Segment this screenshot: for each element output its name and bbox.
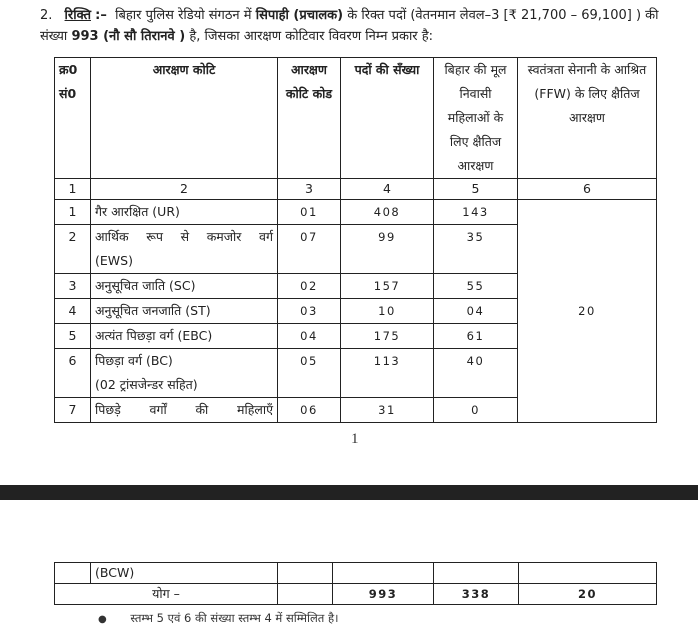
table-row: [55, 200, 657, 225]
row-women: 40: [434, 349, 518, 398]
row-category: (BCW): [91, 563, 278, 584]
row-category: अनुसूचित जनजाति (ST): [91, 299, 278, 324]
column-index: 2: [91, 179, 278, 200]
header-code: आरक्षण कोटि कोड: [278, 58, 341, 179]
row-category-line2: (EWS): [95, 253, 133, 268]
row-category: [91, 349, 278, 398]
column-index: 6: [518, 179, 657, 200]
row-code: 01: [278, 200, 341, 225]
column-index: 1: [55, 179, 91, 200]
row-sno: 4: [55, 299, 91, 324]
row-women: 0: [434, 398, 518, 423]
row-code: 06: [278, 398, 341, 423]
column-index: 5: [434, 179, 518, 200]
row-code: 02: [278, 274, 341, 299]
row-category: [91, 225, 278, 274]
row-category-line1: आर्थिक रूप से कमजोर वर्ग: [95, 229, 273, 244]
bullet-icon: ●: [98, 614, 107, 625]
paragraph-text-2: के रिक्त पदों (वेतनमान लेवल–3 [₹ 21,700 – 69,100] ) की संख्या: [40, 8, 659, 44]
row-sno: 3: [55, 274, 91, 299]
row-sno: 2: [55, 225, 91, 274]
empty-cell: [278, 584, 333, 605]
total-ffw: 20: [519, 584, 657, 605]
row-code: 03: [278, 299, 341, 324]
row-women: 04: [434, 299, 518, 324]
row-category-line1: पिछड़ा वर्ग (BC): [95, 353, 173, 368]
row-category: अत्यंत पिछड़ा वर्ग (EBC): [91, 324, 278, 349]
row-women: 143: [434, 200, 518, 225]
row-category-line2: (02 ट्रांसजेन्डर सहित): [95, 377, 198, 392]
ffw-merged-cell: 20: [518, 200, 657, 423]
total-label: योग –: [55, 584, 278, 605]
empty-cell: [434, 563, 519, 584]
row-women: 55: [434, 274, 518, 299]
page-number: 1: [351, 431, 359, 447]
row-sno: 7: [55, 398, 91, 423]
row-sno: 5: [55, 324, 91, 349]
header-bihar-women: बिहार की मूल निवासी महिलाओं के लिए क्षैतिज आरक्षण: [434, 58, 518, 179]
row-posts: 175: [341, 324, 434, 349]
footnote: [98, 611, 338, 626]
row-sno: 1: [55, 200, 91, 225]
header-category: आरक्षण कोटि: [91, 58, 278, 179]
row-posts: 99: [341, 225, 434, 274]
reservation-table: [54, 57, 657, 423]
total-posts: 993: [333, 584, 434, 605]
reservation-table-continued: [54, 562, 657, 605]
row-posts: 31: [341, 398, 434, 423]
row-posts: 10: [341, 299, 434, 324]
paragraph-text-3: है, जिसका आरक्षण कोटिवार विवरण निम्न प्रकार है:: [189, 29, 434, 44]
post-name: सिपाही (प्रचालक): [255, 8, 344, 23]
paragraph-number: 2.: [40, 8, 53, 23]
row-posts: 408: [341, 200, 434, 225]
total-women: 338: [434, 584, 519, 605]
vacancy-count: 993 (नौ सौ तिरानवे ): [71, 29, 186, 44]
column-index: 4: [341, 179, 434, 200]
row-category: पिछड़े वर्गों की महिलाएँ: [91, 398, 278, 423]
header-posts: पदों की सँख्या: [341, 58, 434, 179]
paragraph-text-1: बिहार पुलिस रेडियो संगठन में: [115, 8, 252, 23]
row-sno: 6: [55, 349, 91, 398]
row-code: 04: [278, 324, 341, 349]
empty-cell: [55, 563, 91, 584]
empty-cell: [278, 563, 333, 584]
header-sno: क्र0 सं0: [55, 58, 91, 179]
page-break-divider: [0, 485, 698, 500]
row-category: गैर आरक्षित (UR): [91, 200, 278, 225]
total-row: [55, 584, 657, 605]
separator: :–: [95, 8, 107, 23]
empty-cell: [333, 563, 434, 584]
vacancy-label: रिक्ति: [64, 8, 91, 23]
header-ffw: स्वतंत्रता सेनानी के आश्रित (FFW) के लिए क्षैतिज आरक्षण: [518, 58, 657, 179]
row-women: 61: [434, 324, 518, 349]
row-code: 07: [278, 225, 341, 274]
vacancy-paragraph: [40, 5, 680, 47]
row-category: अनुसूचित जाति (SC): [91, 274, 278, 299]
row-posts: 157: [341, 274, 434, 299]
row-posts: 113: [341, 349, 434, 398]
column-index: 3: [278, 179, 341, 200]
footnote-text: स्तम्भ 5 एवं 6 की संख्या स्तम्भ 4 में सम्मिलित है।: [130, 611, 339, 625]
row-code: 05: [278, 349, 341, 398]
table-row-continued: [55, 563, 657, 584]
row-women: 35: [434, 225, 518, 274]
empty-cell: [519, 563, 657, 584]
